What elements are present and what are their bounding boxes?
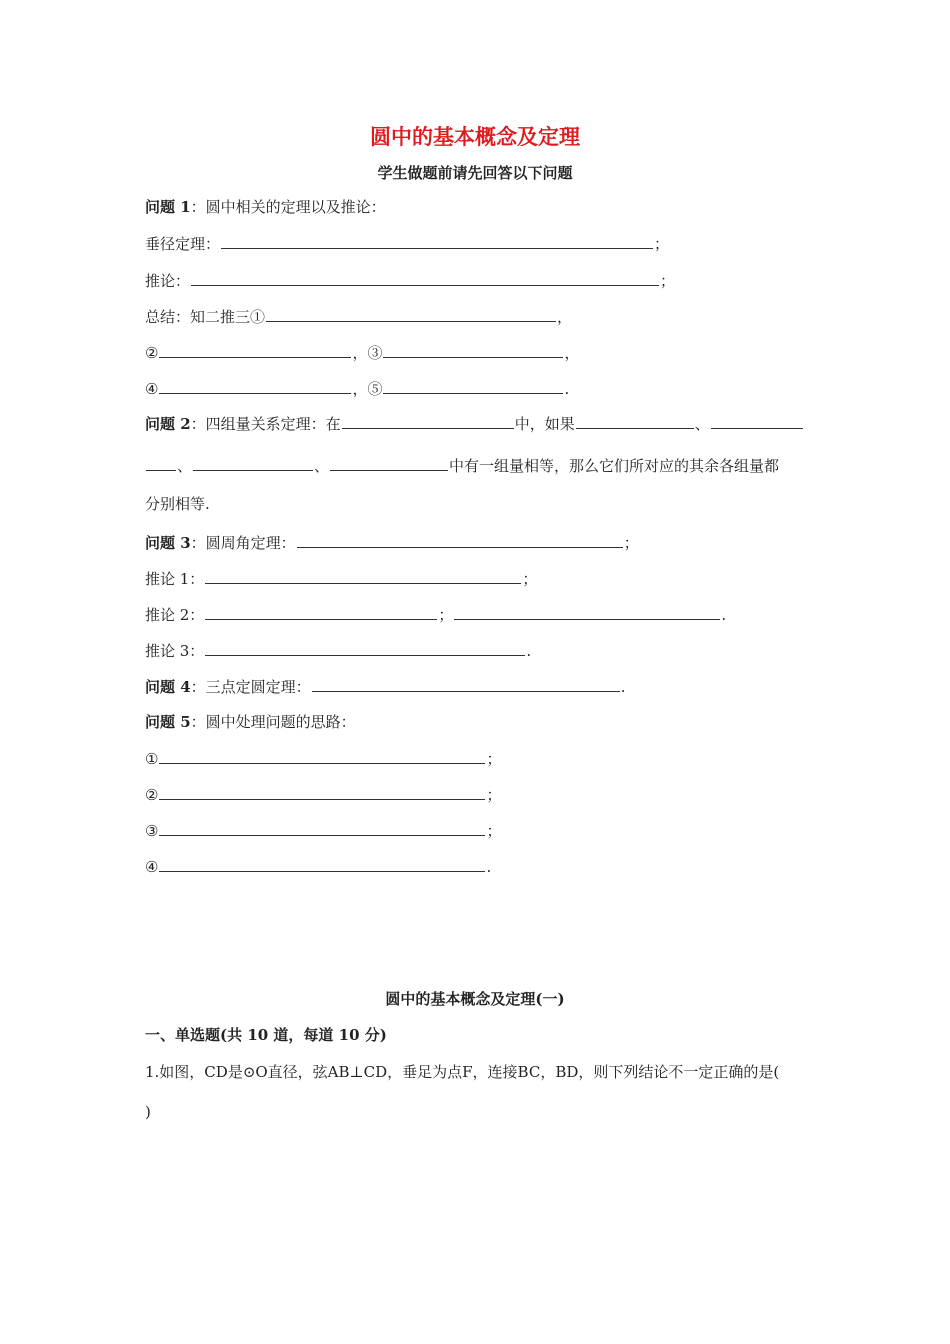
q1-text: ：圆中相关的定理以及推论：: [190, 198, 386, 216]
punct: ；: [623, 534, 639, 552]
q5-label: 问题 5: [145, 713, 191, 731]
punct: ；: [522, 570, 538, 588]
answer-blank[interactable]: [383, 342, 563, 358]
page-subtitle: 学生做题前请先回答以下问题: [377, 164, 573, 182]
q3-corollary-1: [145, 568, 537, 589]
q3-corollary-3: [145, 640, 531, 661]
punct: .: [721, 606, 727, 624]
punct: ；: [438, 606, 454, 624]
q2-text-mid: 中，如果: [514, 415, 575, 433]
answer-blank[interactable]: [383, 378, 563, 394]
circled-3: ③: [367, 344, 383, 362]
q2-text-tail: 中有一组量相等，那么它们所对应的其余各组量都: [449, 457, 780, 475]
q2-text-end: 分别相等.: [145, 495, 210, 513]
circled-5: ⑤: [367, 380, 383, 398]
answer-blank[interactable]: [576, 413, 694, 429]
punct: ，: [352, 344, 368, 362]
answer-blank[interactable]: [297, 532, 623, 548]
corollary-3-label: 推论 3：: [145, 642, 205, 660]
answer-blank[interactable]: [191, 270, 659, 286]
q5-item-3: [145, 820, 501, 841]
punct: .: [564, 380, 570, 398]
answer-blank[interactable]: [342, 413, 514, 429]
circled-1: ①: [145, 750, 159, 768]
answer-blank[interactable]: [193, 455, 313, 471]
q4-line: [145, 676, 625, 697]
punct: .: [486, 858, 492, 876]
question-1-close: ): [145, 1103, 151, 1121]
q1-corollary-line: [145, 270, 675, 291]
answer-blank[interactable]: [330, 455, 448, 471]
section-heading: 一、单选题(共 10 道，每道 10 分): [145, 1026, 387, 1044]
circled-2: ②: [145, 786, 159, 804]
answer-blank[interactable]: [159, 342, 351, 358]
answer-blank[interactable]: [159, 784, 485, 800]
punct: ；: [486, 786, 502, 804]
answer-blank[interactable]: [159, 378, 351, 394]
punct: ，: [564, 344, 580, 362]
circled-4: ④: [145, 380, 159, 398]
q5-heading: [145, 712, 356, 732]
corollary-2-label: 推论 2：: [145, 606, 205, 624]
answer-blank[interactable]: [146, 455, 176, 471]
answer-blank[interactable]: [312, 676, 620, 692]
q2-line-2: [145, 455, 779, 476]
punct: 、: [177, 457, 193, 475]
answer-blank[interactable]: [221, 233, 653, 249]
punct: 、: [314, 457, 330, 475]
q1-label: 问题 1: [145, 198, 191, 216]
punct: ；: [486, 750, 502, 768]
corollary-1-label: 推论 1：: [145, 570, 205, 588]
q3-heading: [145, 532, 639, 553]
q1-heading: [145, 197, 386, 217]
summary-label: 总结：知二推三①: [145, 308, 266, 326]
q1-summary-line: [145, 306, 572, 327]
circled-3: ③: [145, 822, 159, 840]
answer-blank[interactable]: [266, 306, 556, 322]
punct: ，: [557, 308, 573, 326]
answer-blank[interactable]: [711, 413, 803, 429]
answer-blank[interactable]: [159, 820, 485, 836]
answer-blank[interactable]: [205, 640, 525, 656]
vertical-diameter-label: 垂径定理：: [145, 235, 221, 253]
answer-blank[interactable]: [159, 856, 485, 872]
section-title: 圆中的基本概念及定理(一): [385, 990, 565, 1008]
circled-4: ④: [145, 858, 159, 876]
q4-label: 问题 4: [145, 678, 191, 696]
answer-blank[interactable]: [205, 568, 521, 584]
punct: ；: [486, 822, 502, 840]
question-1-text: 1.如图，CD是⊙O直径，弦AB⊥CD，垂足为点F，连接BC，BD，则下列结论不一定正确的是(: [145, 1063, 780, 1081]
q3-label: 问题 3: [145, 534, 191, 552]
punct: ；: [660, 272, 676, 290]
circled-2: ②: [145, 344, 159, 362]
answer-blank[interactable]: [205, 604, 437, 620]
q5-item-4: [145, 856, 491, 877]
punct: .: [620, 678, 626, 696]
q2-label: 问题 2: [145, 415, 191, 433]
q2-line-3: [145, 494, 210, 514]
q5-text: ：圆中处理问题的思路：: [190, 713, 356, 731]
q5-item-2: [145, 784, 501, 805]
q4-text: ：三点定圆定理：: [190, 678, 311, 696]
answer-blank[interactable]: [454, 604, 720, 620]
punct: 、: [694, 415, 710, 433]
q1-items-line-2: [145, 378, 569, 399]
q3-corollary-2: [145, 604, 726, 625]
q5-item-1: [145, 748, 501, 769]
punct: .: [526, 642, 532, 660]
punct: ；: [654, 235, 670, 253]
corollary-label: 推论：: [145, 272, 191, 290]
punct: ，: [352, 380, 368, 398]
answer-blank[interactable]: [159, 748, 485, 764]
page-title: 圆中的基本概念及定理: [370, 124, 580, 149]
q2-text: ：四组量关系定理：在: [190, 415, 341, 433]
q2-line-1: [145, 413, 804, 434]
q1-vertical-diameter-line: [145, 233, 669, 254]
q1-items-line-1: [145, 342, 580, 363]
q3-text: ：圆周角定理：: [190, 534, 296, 552]
